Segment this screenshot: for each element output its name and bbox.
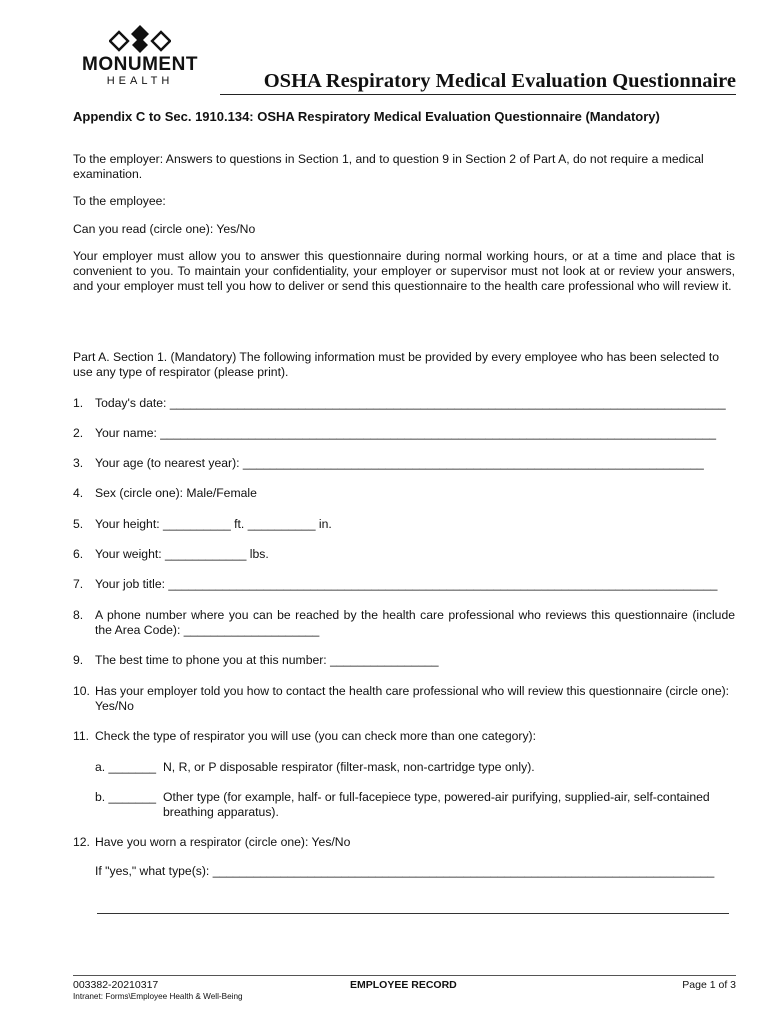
question-job-title: Your job title: _________________________________________________________________________________ (95, 577, 718, 591)
question-weight: Your weight: ____________ lbs. (95, 547, 269, 561)
question-age: Your age (to nearest year): ____________________________________________________________________ (95, 456, 704, 470)
question-number: 5. (73, 517, 84, 531)
question-number: 10. (73, 684, 90, 698)
question-number: 11. (73, 729, 90, 743)
question-number: 12. (73, 835, 90, 849)
question-number: 8. (73, 608, 84, 622)
page-number: Page 1 of 3 (682, 979, 736, 991)
question-todays-date: Today's date: __________________________________________________________________________________ (95, 396, 726, 410)
question-number: 1. (73, 396, 84, 410)
if-yes-type: If "yes," what type(s): __________________________________________________________________________ (95, 864, 715, 878)
appendix-heading: Appendix C to Sec. 1910.134: OSHA Respiratory Medical Evaluation Questionnaire (Mandatory) (73, 109, 660, 124)
document-code: 003382-20210317 (73, 979, 159, 991)
option-a-text: N, R, or P disposable respirator (filter-mask, non-cartridge type only). (163, 760, 535, 774)
question-number: 9. (73, 653, 84, 667)
question-respirator-type: Check the type of respirator you will use (you can check more than one category): (95, 729, 536, 743)
employee-note: To the employee: (73, 194, 166, 208)
option-a-label: a. _______ (95, 760, 156, 774)
question-number: 4. (73, 486, 84, 500)
brand-name: MONUMENT (82, 54, 198, 75)
question-number: 6. (73, 547, 84, 561)
option-b-label: b. _______ (95, 790, 156, 804)
can-read-question: Can you read (circle one): Yes/No (73, 222, 256, 236)
diamond-logo-icon (109, 24, 171, 54)
employer-note: To the employer: Answers to questions in Section 1, and to question 9 in Section 2 of Part A, do not require a medical examination. (73, 152, 704, 181)
page-title: OSHA Respiratory Medical Evaluation Questionnaire (263, 70, 736, 92)
question-name: Your name: __________________________________________________________________________________ (95, 426, 717, 440)
question-number: 7. (73, 577, 84, 591)
part-a-intro: Part A. Section 1. (Mandatory) The following information must be provided by every employee who has been selected to use any type of respirator (please print). (73, 350, 720, 379)
record-label: EMPLOYEE RECORD (350, 979, 457, 991)
confidentiality-paragraph: Your employer must allow you to answer this questionnaire during normal working hours, or at a time and place that is convenient to you. To maintain your confidentiality, your employer or supervisor must not look at or review your answers, and your employer must tell you how to deliver or send this questionnaire to the health care professional who will review it. (73, 249, 735, 293)
question-sex: Sex (circle one): Male/Female (95, 486, 257, 500)
question-contact-told: Has your employer told you how to contact the health care professional who will review this questionnaire (circle one): Yes/No (95, 684, 730, 713)
question-height: Your height: __________ ft. __________ in. (95, 517, 332, 531)
question-number: 3. (73, 456, 84, 470)
document-path: Intranet: Forms\Employee Health & Well-Being (73, 992, 243, 1001)
question-best-time: The best time to phone you at this number: ________________ (95, 653, 439, 667)
option-b-text: Other type (for example, half- or full-facepiece type, powered-air purifying, supplied-air, self-contained breathing apparatus). (163, 790, 710, 819)
title-divider (220, 94, 736, 95)
monument-health-logo (64, 24, 216, 90)
answer-line (97, 913, 729, 914)
question-number: 2. (73, 426, 84, 440)
question-worn-respirator: Have you worn a respirator (circle one): Yes/No (95, 835, 351, 849)
question-phone: A phone number where you can be reached by the health care professional who reviews this questionnaire (include the Area Code): ____________________ (95, 608, 735, 637)
brand-subtitle: HEALTH (106, 75, 174, 87)
footer-divider (73, 975, 736, 976)
